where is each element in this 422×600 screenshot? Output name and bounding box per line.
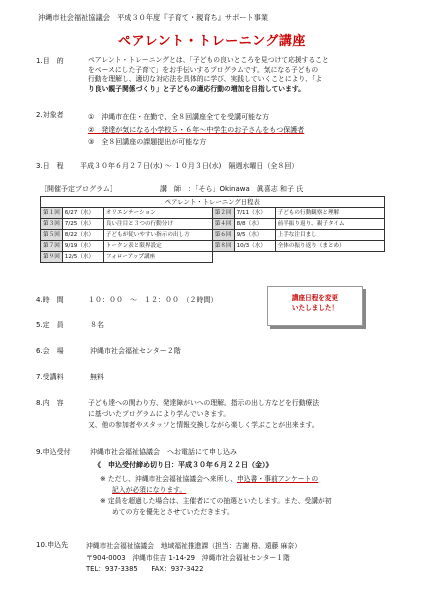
cell: 9/5（水） (234, 230, 275, 241)
note2-b: めての方を優先とさせていただきます。 (112, 508, 234, 516)
page-title: ペアレント・トレーニング講座 (118, 34, 306, 49)
program-label: ［開催予定プログラム］ (40, 185, 117, 193)
deadline: 《 申込受付締め切り日：平成３０年６月２２日（金）》 (94, 461, 273, 469)
sec5-text: ８名 (90, 321, 104, 329)
note1-b: 記入が必須になります。 (112, 486, 187, 494)
schedule-table-wrap (40, 196, 385, 263)
contact-line3: TEL：937-3385 FAX：937-3422 (86, 565, 204, 573)
contact-line1: 沖縄市社会福祉協議会 地域福祉推進課（担当：古謝 格、遠藤 麻奈） (86, 542, 302, 550)
sec1-line3: 行動を理解し、適切な対応法を具体的に学び、実践していくことにより、「よ (88, 75, 323, 84)
sec9-line1: 沖縄市社会福祉協議会 へお電話にて申し込み (90, 448, 237, 456)
cell: 7/11（水） (234, 208, 275, 219)
sec2-item: ② 発達が気になる小学校５・６年〜中学生のお子さんをもつ保護者 (88, 125, 305, 134)
sec4-label: 4.時 間 (36, 296, 64, 304)
sec7-text: 無料 (90, 373, 104, 381)
notice-line1: 講座日程を変更 (291, 294, 339, 302)
cell: 子どもが従いやすい指示の出し方 (103, 230, 212, 241)
cell: 前半振り返り、親子タイム (275, 219, 384, 230)
note2-a: ※ 定員を超過した場合は、主催者にての抽選といたします。また、受講が初 (100, 497, 332, 505)
cell: 6/27（水） (62, 208, 103, 219)
sec8-line3: 又、他の参加者やスタッフと情報交換しながら楽しく学ぶことが出来ます。 (88, 421, 319, 429)
table-row (41, 241, 385, 252)
sec10-body (86, 541, 406, 576)
note1-u: 申込書・事前アンケートの (237, 475, 319, 483)
contact-line2: 〒904-0003 沖縄市住吉 1-14-29 沖縄市社会福祉センター１階 (86, 553, 290, 562)
cell: 第６回 (212, 230, 234, 241)
sec3-text: 平成３０年６月２７日(水) 〜 １０月３日(水) 隔週水曜日（全８回） (80, 162, 299, 170)
cell: 第４回 (212, 219, 234, 230)
notice-line2: いたしました！ (291, 304, 339, 312)
sec10-label: 10.申込先 (36, 541, 69, 549)
sec2-label: 2.対象者 (36, 111, 64, 119)
cell: フォローアップ講座 (103, 252, 212, 263)
sec2-item: ① 沖縄市在住・在勤で、全８回講座全てを受講可能な方 (88, 113, 270, 121)
sec8-line2: に基づいたプログラムにより学んでいきます。 (88, 410, 231, 418)
cell: 第１回 (41, 208, 63, 219)
cell: オリエンテーション (103, 208, 212, 219)
table-row (41, 252, 385, 263)
cell: 第３回 (41, 219, 63, 230)
table-row (41, 208, 385, 219)
table-row (41, 230, 385, 241)
cell: 第５回 (41, 230, 63, 241)
sec7-label: 7.受講料 (36, 373, 64, 381)
sec8-body (88, 398, 388, 431)
sec8-line1: 子ども達への関わり方、発達障がいへの理解。指示の出し方などを行動療法 (88, 399, 320, 407)
note1-a: ※ ただし、沖縄市社会福祉協議会へ来所し、 (100, 475, 237, 483)
cell: 上手な注目まし (275, 230, 384, 241)
cell: 全体の振り返り（まとめ） (275, 241, 384, 252)
cell: 8/8（水） (234, 219, 275, 230)
header-text: 沖縄市社会福祉協議会 平成３０年度『子育て・親育ち』サポート事業 (38, 13, 269, 22)
sec1-line2: をベースにした子育て」をお手伝いするプログラムです。気になる子どもの (88, 65, 319, 74)
cell: 10/3（水） (234, 241, 275, 252)
cell: 第２回 (212, 208, 234, 219)
cell: トークン表と限界設定 (103, 241, 212, 252)
sec4-text: １０：００ 〜 １２：００ （２時間） (88, 296, 218, 304)
table-row (41, 219, 385, 230)
sec9-label: 9.申込受付 (36, 448, 71, 456)
sec2-list (88, 111, 304, 149)
sec8-label: 8.内 容 (36, 399, 64, 407)
cell: 子どもの行動観察と理解 (275, 208, 384, 219)
sec3-label: 3.日 程 (36, 162, 64, 170)
cell: 第７回 (41, 241, 63, 252)
schedule-title: ペアレント・トレーニング日程表 (41, 197, 385, 208)
cell: 第８回 (212, 241, 234, 252)
cell: 良い注目と３つの行動分け (103, 219, 212, 230)
sec1-label: 1.目 的 (36, 57, 64, 65)
sec5-label: 5.定 員 (36, 321, 64, 329)
teacher-label: 講 師 ：「そら」Okinawa 眞喜志 和子 氏 (160, 185, 304, 193)
sec6-text: 沖縄市社会福祉センター２階 (90, 347, 181, 355)
sec6-label: 6.会 場 (36, 347, 64, 355)
cell: 第９回 (41, 252, 63, 263)
sec9-notes (100, 474, 390, 518)
sec1-body (88, 56, 388, 94)
cell: 12/5（水） (62, 252, 103, 263)
sec1-line1: ペアレント・トレーニングとは、「子どもの良いところを見つけて応援すること (88, 56, 329, 64)
sec1-line4: り良い親子関係づくり」と子どもの適応行動の増加を目指しています。 (88, 84, 305, 93)
cell: 8/22（水） (62, 230, 103, 241)
schedule-table (40, 196, 385, 263)
schedule-change-notice (267, 286, 363, 326)
cell: 9/19（水） (62, 241, 103, 252)
sec2-item: ③ 全８回講座の課題提出が可能な方 (88, 138, 207, 146)
cell: 7/25（水） (62, 219, 103, 230)
